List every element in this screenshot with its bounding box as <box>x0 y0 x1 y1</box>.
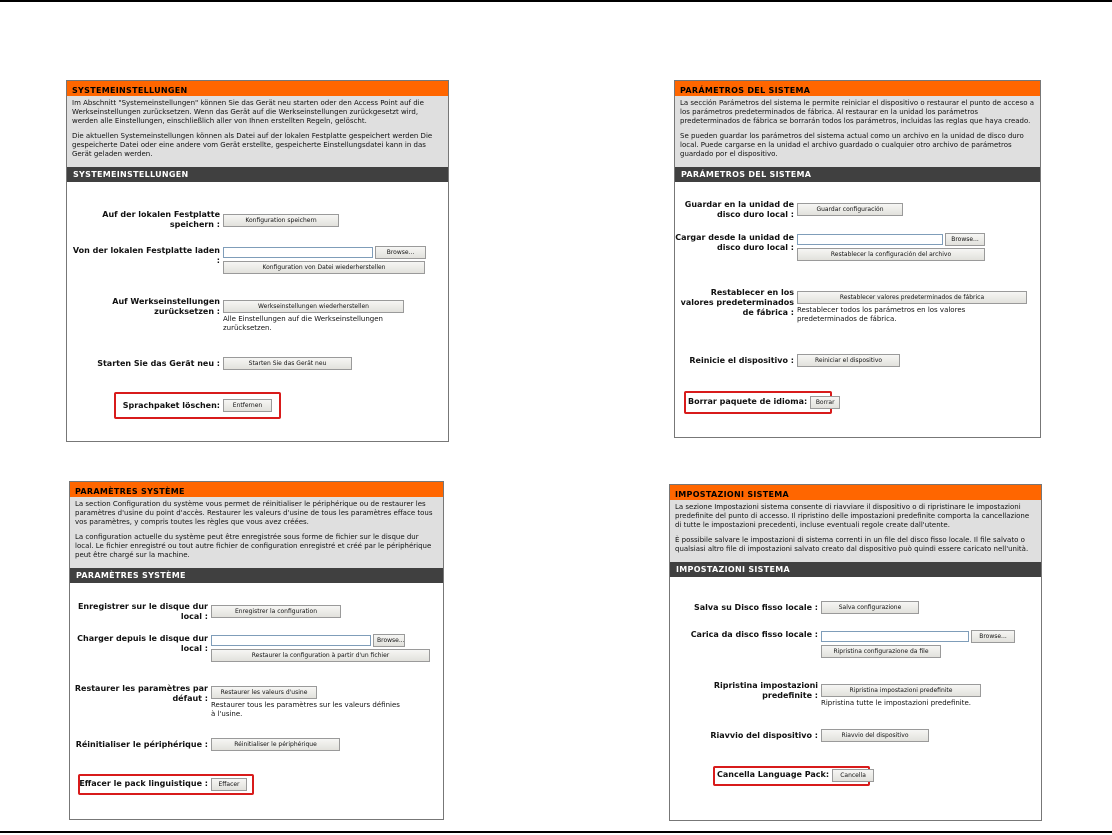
load-label: Von der lokalen Festplatte laden : <box>72 246 220 265</box>
description-paragraph: La sezione Impostazioni sistema consente di riavviare il dispositivo o di ripristinare le impostazioni predefinite del punto di accesso. Il ripristino delle impostazioni predefinite comporta la cancellazione di tutte le impostazioni precedenti, incluse eventuali regole create dall'utente. <box>675 503 1030 529</box>
factory-reset-label: Auf Werkseinstellungen zurücksetzen : <box>112 297 220 316</box>
description-paragraph: La sección Parámetros del sistema le permite reiniciar el dispositivo o restaurar el punto de acceso a los parámetros predeterminados de fábrica. Al restaurar en la unidad los parámetros predeterminados de fábrica se borrarán todos los parámetros, incluidas las reglas que haya creado. <box>680 99 1035 125</box>
langpack-label: Effacer le pack linguistique : <box>79 779 208 788</box>
panel-title: SYSTEMEINSTELLUNGEN <box>67 81 448 96</box>
browse-button[interactable]: Browse... <box>971 630 1015 643</box>
browse-button[interactable]: Browse... <box>373 634 405 647</box>
description <box>70 497 443 564</box>
bottom-rule <box>0 831 1112 833</box>
description <box>670 500 1041 558</box>
factory-reset-label: Restaurer les paramètres par défaut : <box>74 684 208 703</box>
factory-reset-note: Alle Einstellungen auf die Werkseinstellungen zurücksetzen. <box>223 315 383 332</box>
save-config-button[interactable]: Enregistrer la configuration <box>211 605 341 618</box>
reboot-button[interactable]: Réinitialiser le périphérique <box>211 738 340 751</box>
reboot-label: Réinitialiser le périphérique : <box>75 740 208 749</box>
description-paragraph: Die aktuellen Systemeinstellungen können als Datei auf der lokalen Festplatte gespeichert werden Die gespeicherte Datei oder eine andere vom Gerät erstellte, gespeicherte Einstellungsdatei kann in das Gerät geladen werden. <box>72 132 433 158</box>
factory-reset-button[interactable]: Restablecer valores predeterminados de fábrica <box>797 291 1027 304</box>
save-config-button[interactable]: Konfiguration speichern <box>223 214 339 227</box>
save-label: Enregistrer sur le disque dur local : <box>77 602 208 621</box>
panel-system-settings-it <box>669 484 1042 821</box>
langpack-delete-button[interactable]: Borrar <box>810 396 840 409</box>
load-label: Charger depuis le disque dur local : <box>77 634 208 653</box>
file-path-input[interactable] <box>223 247 373 258</box>
factory-reset-note: Restaurer tous les paramètres sur les valeurs définies à l'usine. <box>211 701 400 718</box>
reboot-label: Starten Sie das Gerät neu : <box>97 359 220 368</box>
section-subtitle: PARÁMETROS DEL SISTEMA <box>675 163 1040 182</box>
reboot-label: Reinicie el dispositivo : <box>689 356 794 365</box>
description-paragraph: Se pueden guardar los parámetros del sistema actual como un archivo en la unidad de disco duro local. Puede cargarse en la unidad el archivo guardado o cualquier otro archivo de parámetros guardado por el dispositivo. <box>680 132 1024 158</box>
save-config-button[interactable]: Guardar configuración <box>797 203 903 216</box>
langpack-label: Sprachpaket löschen: <box>122 401 220 410</box>
description-paragraph: La configuration actuelle du système peut être enregistrée sous forme de fichier sur le disque dur local. Le fichier enregistré ou tout autre fichier de configuration enregistré et créé par le périphérique peut être chargé sur la machine. <box>75 533 432 559</box>
panel-system-settings-de <box>66 80 449 442</box>
factory-reset-label: Restablecer en los valores predeterminados de fábrica : <box>680 288 794 317</box>
file-path-input[interactable] <box>821 631 969 642</box>
factory-reset-note: Ripristina tutte le impostazioni predefinite. <box>821 699 972 707</box>
description-paragraph: È possibile salvare le impostazioni di sistema correnti in un file del disco fisso locale. Il file salvato o qualsiasi altro file di impostazioni salvato creato dal dispositivo può quindi essere caricato nell'unità. <box>675 536 1029 553</box>
panel-system-settings-fr <box>69 481 444 820</box>
panel-title: IMPOSTAZIONI SISTEMA <box>670 485 1041 500</box>
panel-title: PARÁMETROS DEL SISTEMA <box>675 81 1040 96</box>
factory-reset-button[interactable]: Werkseinstellungen wiederherstellen <box>223 300 404 313</box>
factory-reset-note: Restablecer todos los parámetros en los valores predeterminados de fábrica. <box>797 306 966 323</box>
save-config-button[interactable]: Salva configurazione <box>821 601 919 614</box>
top-rule <box>0 0 1112 2</box>
section-subtitle: PARAMÈTRES SYSTÈME <box>70 564 443 583</box>
langpack-label: Cancella Language Pack: <box>717 770 830 779</box>
langpack-delete-button[interactable]: Cancella <box>832 769 874 782</box>
panel-title: PARAMÈTRES SYSTÈME <box>70 482 443 497</box>
reboot-button[interactable]: Reiniciar el dispositivo <box>797 354 900 367</box>
save-label: Auf der lokalen Festplatte speichern : <box>102 210 220 229</box>
panel-system-settings-es <box>674 80 1041 438</box>
description-paragraph: Im Abschnitt "Systemeinstellungen" können Sie das Gerät neu starten oder den Access Point auf die Werkseinstellungen zurücksetzen. Wenn das Gerät auf die Werkseinstellungen zurückgesetzt wird, werden alle Einstellungen, einschließlich aller von Ihnen erstellten Regeln, gelöscht. <box>72 99 424 125</box>
reboot-button[interactable]: Riavvio del dispositivo <box>821 729 929 742</box>
langpack-delete-button[interactable]: Effacer <box>211 778 247 791</box>
reboot-button[interactable]: Starten Sie das Gerät neu <box>223 357 352 370</box>
description <box>67 96 448 163</box>
section-subtitle: IMPOSTAZIONI SISTEMA <box>670 558 1041 577</box>
file-path-input[interactable] <box>797 234 943 245</box>
description <box>675 96 1040 163</box>
file-path-input[interactable] <box>211 635 371 646</box>
restore-from-file-button[interactable]: Restaurer la configuration à partir d'un fichier <box>211 649 430 662</box>
browse-button[interactable]: Browse... <box>945 233 985 246</box>
section-subtitle: SYSTEMEINSTELLUNGEN <box>67 163 448 182</box>
restore-from-file-button[interactable]: Konfiguration von Datei wiederherstellen <box>223 261 425 274</box>
restore-from-file-button[interactable]: Restablecer la configuración del archivo <box>797 248 985 261</box>
load-label: Carica da disco fisso locale : <box>690 630 818 639</box>
factory-reset-button[interactable]: Ripristina impostazioni predefinite <box>821 684 981 697</box>
save-label: Salva su Disco fisso locale : <box>694 603 818 612</box>
save-label: Guardar en la unidad de disco duro local : <box>684 200 794 219</box>
factory-reset-label: Ripristina impostazioni predefinite : <box>713 681 818 700</box>
reboot-label: Riavvio del dispositivo : <box>710 731 818 740</box>
langpack-label: Borrar paquete de idioma: <box>688 397 808 406</box>
factory-reset-button[interactable]: Restaurer les valeurs d'usine <box>211 686 317 699</box>
restore-from-file-button[interactable]: Ripristina configurazione da file <box>821 645 941 658</box>
description-paragraph: La section Configuration du système vous permet de réinitialiser le périphérique ou de restaurer les paramètres d'usine du point d'accès. Restaurer les valeurs d'usine de tous les paramètres efface tous vos paramètres, y compris toutes les règles que vous avez créées. <box>75 500 433 526</box>
load-label: Cargar desde la unidad de disco duro local : <box>675 233 794 252</box>
langpack-remove-button[interactable]: Entfernen <box>223 399 272 412</box>
browse-button[interactable]: Browse... <box>375 246 426 259</box>
